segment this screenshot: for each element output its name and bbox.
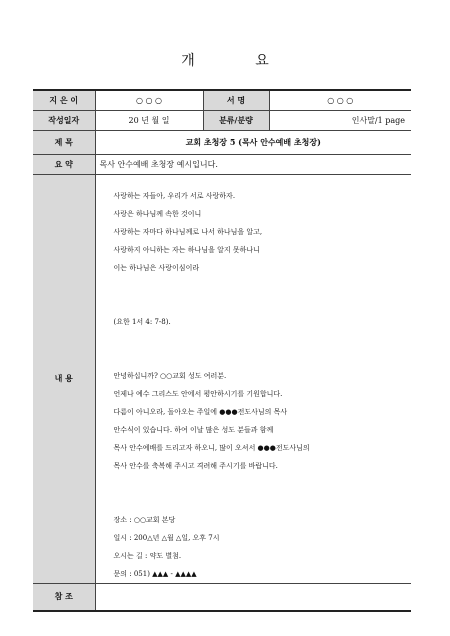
message-line: 안녕하십니까? ○○교회 성도 여러분. bbox=[113, 371, 227, 380]
subject-label: 제 목 bbox=[33, 130, 95, 154]
author-label: 지 은 이 bbox=[33, 90, 95, 110]
content-label: 내 용 bbox=[33, 174, 95, 583]
verse-line: 사랑하지 아니하는 자는 하나님을 알지 못하나니 bbox=[113, 245, 260, 254]
message-line: 목사 안수를 축복해 주시고 격려해 주시기를 바랍니다. bbox=[113, 461, 278, 470]
reference-label: 참 조 bbox=[33, 583, 95, 611]
info-line: 일시 : 200△년 △월 △일, 오후 7시 bbox=[113, 533, 220, 542]
content-body bbox=[95, 174, 411, 583]
category-label: 분류/분량 bbox=[203, 110, 269, 130]
message-line: 목사 안수예배를 드리고자 하오니, 많이 오셔서 ●●●전도사님의 bbox=[113, 443, 310, 452]
overview-form bbox=[33, 89, 411, 612]
date-value: 20 년 월 일 bbox=[95, 110, 203, 130]
info-line: 장소 : ○○교회 본당 bbox=[113, 515, 176, 524]
page-title: 개 요 bbox=[181, 53, 297, 69]
verse-line: 이는 하나님은 사랑이심이라 bbox=[113, 263, 200, 272]
author-value: ○ ○ ○ bbox=[95, 90, 203, 110]
signature-value: ○ ○ ○ bbox=[269, 90, 411, 110]
verse-line: 사랑은 하나님께 속한 것이니 bbox=[113, 209, 202, 218]
info-line: 문의 : 051) ▲▲▲ - ▲▲▲▲ bbox=[113, 569, 197, 578]
reference-value bbox=[95, 583, 411, 611]
verse-line: 사랑하는 자들아, 우리가 서로 사랑하자. bbox=[113, 191, 236, 200]
message-line: 언제나 예수 그리스도 안에서 평안하시기를 기원합니다. bbox=[113, 389, 283, 398]
message-line: 다름이 아니오라, 돌아오는 주일에 ●●●전도사님의 목사 bbox=[113, 407, 288, 416]
info-line: 오시는 길 : 약도 별첨. bbox=[113, 551, 182, 560]
subject-value: 교회 초청장 5 (목사 안수예배 초청장) bbox=[95, 130, 411, 154]
verse-reference: (요한 1서 4: 7-8). bbox=[113, 317, 171, 326]
date-label: 작성일자 bbox=[33, 110, 95, 130]
signature-label: 서 명 bbox=[203, 90, 269, 110]
message-line: 안수식이 있습니다. 하여 이날 많은 성도 분들과 함께 bbox=[113, 425, 274, 434]
category-value: 인사말/1 page bbox=[269, 110, 411, 130]
verse-line: 사랑하는 자마다 하나님께로 나서 하나님을 알고, bbox=[113, 227, 263, 236]
summary-value: 목사 안수예배 초청장 예시입니다. bbox=[95, 154, 411, 174]
summary-label: 요 약 bbox=[33, 154, 95, 174]
